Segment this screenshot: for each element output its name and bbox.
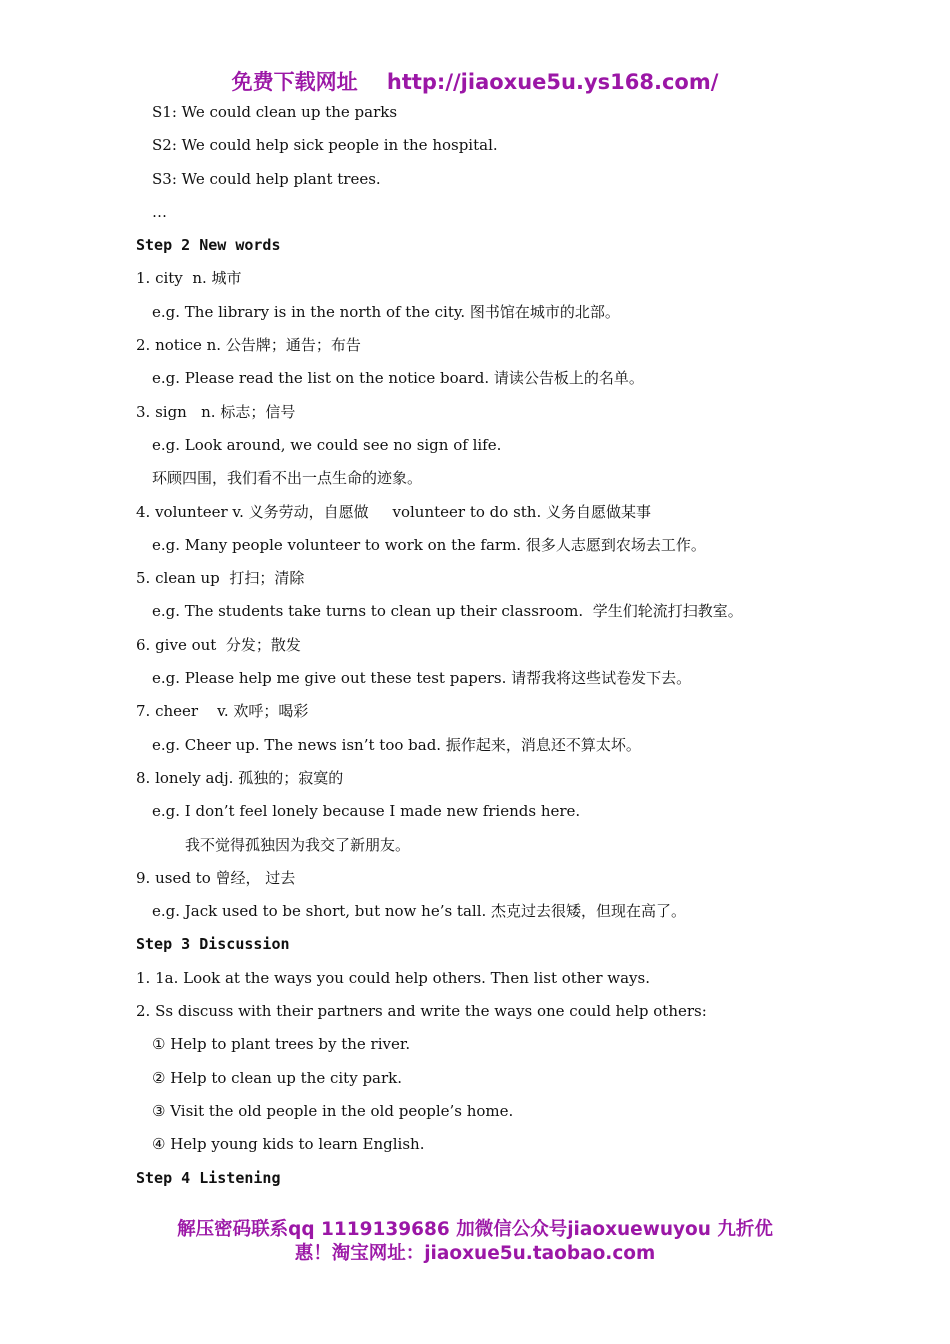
- word-4-example: e.g. Many people volunteer to work on the farm. 很多人志愿到农场去工作。: [152, 535, 706, 554]
- word-2-example: e.g. Please read the list on the notice board. 请读公告板上的名单。: [152, 369, 644, 388]
- footer-line-2: 惠！淘宝网址：jiaoxue5u.taobao.com: [294, 1243, 656, 1264]
- way-3: ③ Visit the old people in the old people’s home.: [152, 1101, 514, 1120]
- header-label: 免费下载网址: [231, 70, 358, 94]
- word-3: 3. sign n. 标志；信号: [136, 402, 296, 421]
- word-7-example: e.g. Cheer up. The news isn’t too bad. 振作起来，消息还不算太坏。: [152, 735, 641, 754]
- footer-line-1: 解压密码联系qq 1119139686 加微信公众号jiaoxuewuyou 九折优: [177, 1219, 773, 1240]
- word-8-translation: 我不觉得孤独因为我交了新朋友。: [185, 835, 411, 854]
- way-4: ④ Help young kids to learn English.: [152, 1135, 425, 1154]
- word-4: 4. volunteer v. 义务劳动，自愿做 volunteer to do sth. 义务自愿做某事: [136, 502, 651, 521]
- word-6-example: e.g. Please help me give out these test papers. 请帮我将这些试卷发下去。: [152, 669, 692, 688]
- word-1-example: e.g. The library is in the north of the city. 图书馆在城市的北部。: [152, 302, 620, 321]
- dialog-line-s3: S3: We could help plant trees.: [152, 169, 381, 188]
- dialog-ellipsis: …: [152, 202, 167, 221]
- word-1: 1. city n. 城市: [136, 269, 242, 288]
- header-banner: [0, 66, 950, 96]
- discussion-2: 2. Ss discuss with their partners and write the ways one could help others:: [136, 1002, 707, 1021]
- word-2: 2. notice n. 公告牌；通告；布告: [136, 336, 361, 355]
- word-3-translation: 环顾四围，我们看不出一点生命的迹象。: [152, 469, 423, 488]
- word-8: 8. lonely adj. 孤独的；寂寞的: [136, 768, 344, 787]
- way-2: ② Help to clean up the city park.: [152, 1068, 403, 1087]
- way-1: ① Help to plant trees by the river.: [152, 1035, 411, 1054]
- word-5: 5. clean up 打扫；清除: [136, 569, 305, 588]
- header-url[interactable]: http://jiaoxue5u.ys168.com/: [386, 70, 719, 94]
- dialog-line-s1: S1: We could clean up the parks: [152, 103, 398, 121]
- step-2-heading: Step 2 New words: [136, 236, 281, 255]
- discussion-1: 1. 1a. Look at the ways you could help others. Then list other ways.: [136, 968, 650, 987]
- word-6: 6. give out 分发；散发: [136, 635, 301, 654]
- word-9: 9. used to 曾经， 过去: [136, 868, 296, 887]
- step-3-heading: Step 3 Discussion: [136, 935, 290, 954]
- dialog-line-s2: S2: We could help sick people in the hospital.: [152, 136, 498, 155]
- document-body: [136, 96, 836, 1195]
- word-9-example: e.g. Jack used to be short, but now he’s tall. 杰克过去很矮，但现在高了。: [152, 902, 687, 921]
- word-3-example: e.g. Look around, we could see no sign of life.: [152, 435, 502, 454]
- word-5-example: e.g. The students take turns to clean up their classroom. 学生们轮流打扫教室。: [152, 602, 743, 621]
- step-4-heading: Step 4 Listening: [136, 1168, 281, 1187]
- word-8-example: e.g. I don’t feel lonely because I made new friends here.: [152, 802, 581, 821]
- footer-banner: [0, 1218, 950, 1266]
- word-7: 7. cheer v. 欢呼；喝彩: [136, 702, 309, 721]
